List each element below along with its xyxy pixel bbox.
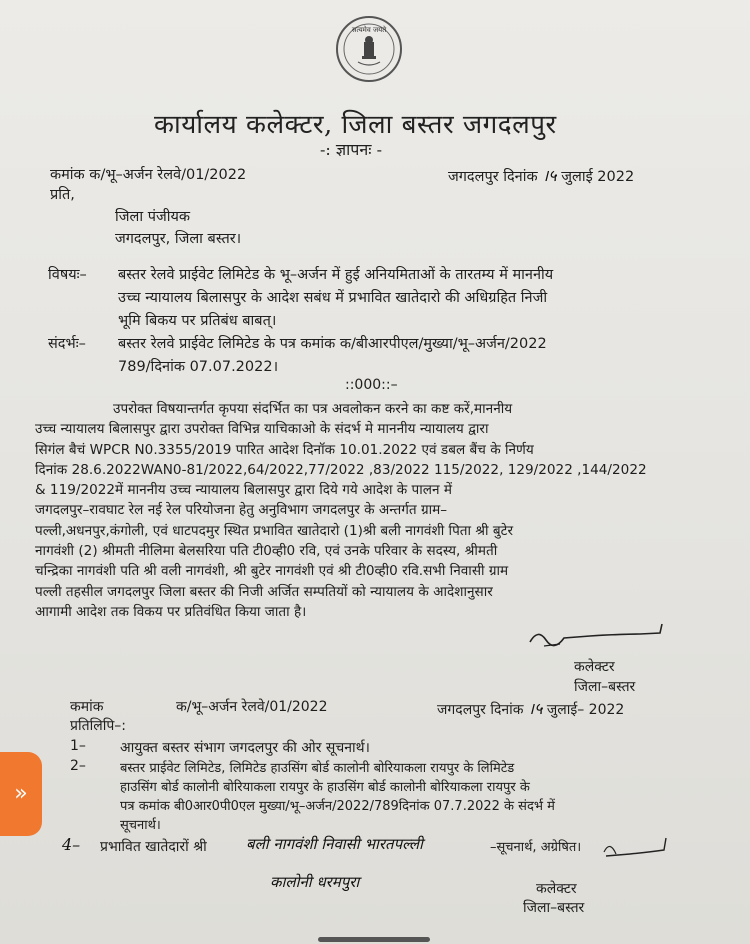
signature1-designation: कलेक्टर <box>574 659 615 675</box>
body-line: दिनांक 28.6.2022WAN0-81/2022,64/2022,77/2022 ,83/2022 115/2022, 129/2022 ,144/2022 <box>35 461 647 478</box>
signature-1 <box>520 620 680 660</box>
memo2-date-handwritten: ।५ <box>528 699 543 718</box>
body-line: जगदलपुर–रावघाट रेल नई रेल परियोजना हेतु अनुविभाग जगदलपुर के अन्तर्गत ग्राम– <box>35 502 448 519</box>
side-expand-button[interactable]: » <box>0 752 42 836</box>
body-line: उपरोक्त विषयान्तर्गत कृपया संदर्भित का पत्र अवलोकन करने का कष्ट करें,माननीय <box>113 401 513 417</box>
separator: ::000::– <box>345 377 398 393</box>
subject-line: बस्तर रेलवे प्राईवेट लिमिटेड के भू–अर्जन में हुई अनियमिताओं के तारतम्य में माननीय <box>118 267 554 283</box>
memo-date <box>448 164 634 186</box>
memo2-number-prefix: कमांक <box>70 699 104 715</box>
body-line: & 119/2022में माननीय उच्च न्यायालय बिलासपुर द्वारा दिये गये आदेश के पालन में <box>35 482 452 499</box>
copy-item-line: सूचनार्थ। <box>120 818 161 833</box>
memo2-date-prefix: जगदलपुर दिनांक <box>437 702 524 718</box>
signature-2 <box>600 832 680 868</box>
reference-line: 789/दिनांक 07.07.2022। <box>118 359 279 375</box>
body-paragraph <box>35 399 717 622</box>
copy-item-number: 1– <box>70 738 86 754</box>
copy-item-number: 4– <box>62 835 81 854</box>
emblem-seal <box>336 16 402 82</box>
subject-line: भूमि बिकय पर प्रतिबंध बाबत्। <box>118 313 277 329</box>
gyapan-heading: -: ज्ञापनः - <box>320 140 382 159</box>
addressee-line1: जिला पंजीयक <box>115 209 191 225</box>
copy-item-label: प्रभावित खातेदारों श्री <box>100 839 207 855</box>
seal-text: सत्यमेव जयते <box>351 26 387 34</box>
body-line: आगामी आदेश तक विकय पर प्रतिवंधित किया जाता है। <box>35 603 307 620</box>
handwritten-address: कालोनी धरमपुरा <box>270 873 360 891</box>
body-line: पल्ली तहसील जगदलपुर जिला बस्तर की निजी अर्जित सम्पतियों को न्यायालय के आदेशानुसार <box>35 583 493 600</box>
body-line: सिगंल बैचं WPCR N0.3355/2019 पारित आदेश दिनॉक 10.01.2022 एवं डबल बैंच के निर्णय <box>35 441 534 458</box>
copy-to-label: प्रतिलिपि–: <box>70 718 126 734</box>
reference-label: संदर्भः– <box>48 336 86 352</box>
prati-label: प्रति, <box>50 187 75 203</box>
copy-item-line: हाउसिंग बोर्ड कालोनी बोरियाकला रायपुर के हाउसिंग बोर्ड कालोनी बोरियाकला रायपुर के <box>120 780 530 795</box>
memo-date-suffix: जुलाई 2022 <box>561 169 635 185</box>
body-line: नागवंशी (2) श्रीमती नीलिमा बेलसरिया पति टी0व्ही0 रवि, एवं उनके परिवार के सदस्य, श्रीमती <box>35 543 498 560</box>
subject-line: उच्च न्यायालय बिलासपुर के आदेश सबंध में प्रभावित खातेदारो की अधिग्रहित निजी <box>118 290 548 306</box>
body-line: उच्च न्यायालय बिलासपुर द्वारा उपरोक्त विभिन्न याचिकाओ के संदर्भ मे माननीय न्यायालय द्वारा <box>35 421 489 438</box>
memo-date-prefix: जगदलपुर दिनांक <box>448 169 538 185</box>
copy-item-line: बस्तर प्राईवेट लिमिटेड, लिमिटेड हाउसिंग बोर्ड कालोनी बोरियाकला रायपुर के लिमिटेड <box>120 761 515 776</box>
subject-label: विषयः– <box>48 267 87 283</box>
copy-item-suffix: –सूचनार्थ, अग्रेषित। <box>490 840 582 855</box>
memo2-date <box>437 697 624 719</box>
office-title: कार्यालय कलेक्टर, जिला बस्तर जगदलपुर <box>154 110 557 140</box>
copy-item-line: पत्र कमांक बी0आर0पी0एल मुख्या/भू–अर्जन/2022/789दिनांक 07.7.2022 के संदर्भ में <box>120 799 555 814</box>
signature2-district: जिला–बस्तर <box>523 900 585 916</box>
body-line: चन्द्रिका नागवंशी पति श्री वली नागवंशी, श्री बुटेर नागवंशी एवं श्री टी0व्ही0 रवि.सभी निवासी ग्राम <box>35 563 509 580</box>
handwritten-name: बली नागवंशी निवासी भारतपल्ली <box>246 835 423 853</box>
copy-item-line: आयुक्त बस्तर संभाग जगदलपुर की ओर सूचनार्थ। <box>120 740 370 756</box>
copy-item-number: 2– <box>70 758 86 774</box>
reference-line: बस्तर रेलवे प्राईवेट लिमिटेड के पत्र कमांक क/बीआरपीएल/मुख्या/भू–अर्जन/2022 <box>118 336 547 352</box>
signature1-district: जिला–बस्तर <box>574 679 636 695</box>
addressee-line2: जगदलपुर, जिला बस्तर। <box>115 231 242 247</box>
memo-number: कमांक क/भू–अर्जन रेलवे/01/2022 <box>50 167 247 183</box>
body-line: पल्ली,अधनपुर,कंगोली, एवं धाटपदमुर स्थित प्रभावित खातेदारो (1)श्री बली नागवंशी पिता श्री बुटेर <box>35 522 514 539</box>
memo2-number: क/भू–अर्जन रेलवे/01/2022 <box>176 699 328 715</box>
signature2-designation: कलेक्टर <box>536 881 577 897</box>
scrollbar[interactable] <box>318 937 430 942</box>
memo-date-handwritten: ।५ <box>542 166 557 185</box>
memo2-date-suffix: जुलाई– 2022 <box>546 702 625 718</box>
